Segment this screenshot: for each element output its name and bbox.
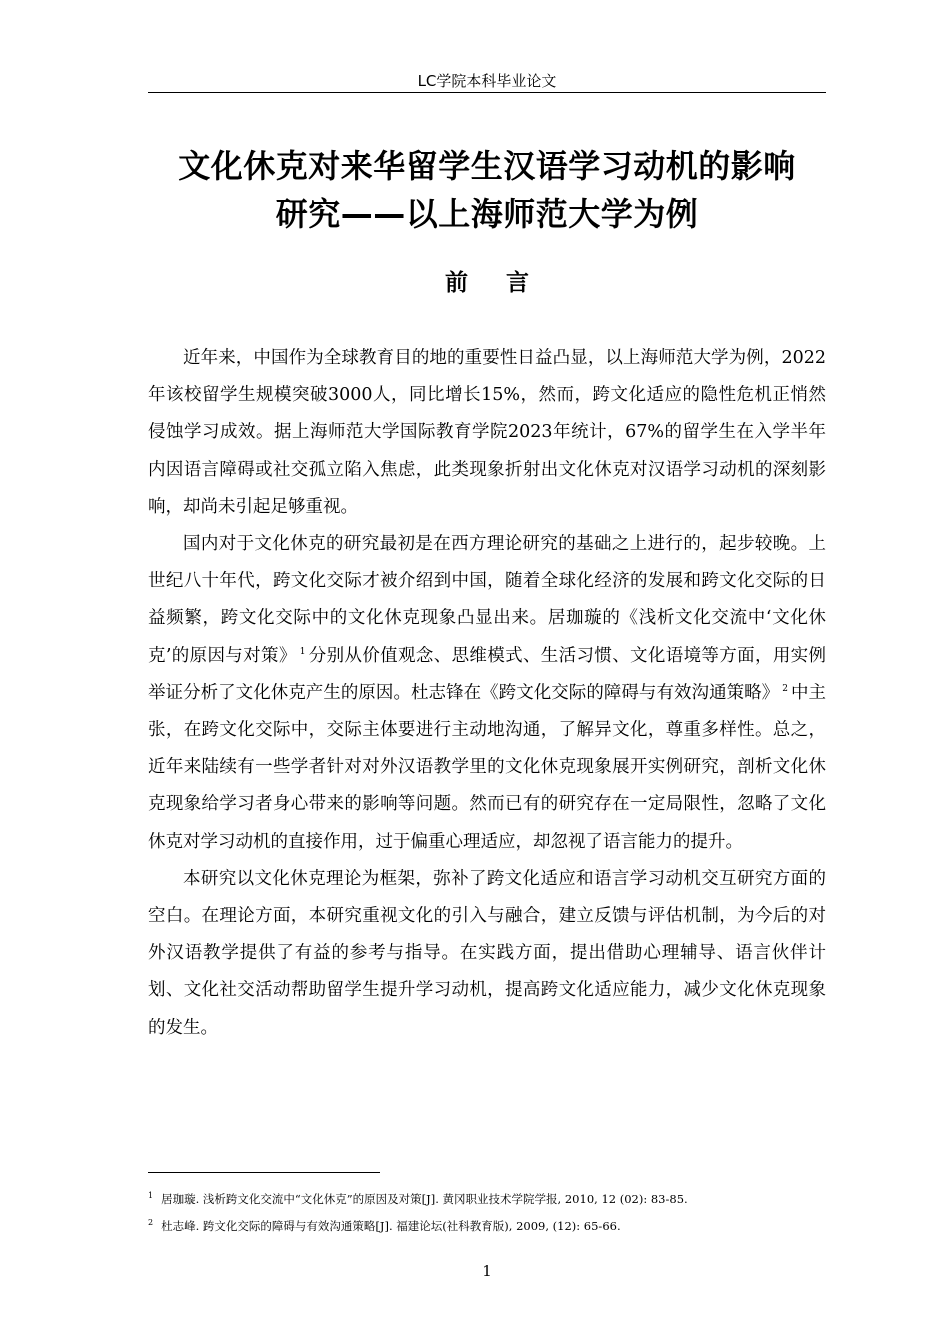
footnote-1-text: 居珈璇. 浅析跨文化交流中“文化休克”的原因及对策[J]. 黄冈职业技术学院学报, 2010, 12 (02): 83-85. (161, 1191, 688, 1206)
footnote-2-text: 杜志峰. 跨文化交际的障碍与有效沟通策略[J]. 福建论坛(社科教育版), 2009, (12): 65-66. (161, 1218, 621, 1233)
paragraph-1: 近年来，中国作为全球教育目的地的重要性日益凸显，以上海师范大学为例，2022年该校留学生规模突破3000人，同比增长15%，然而，跨文化适应的隐性危机正悄然侵蚀学习成效。据上海师范大学国际教育学院2023年统计，67%的留学生在入学半年内因语言障碍或社交孤立陷入焦虑，此类现象折射出文化休克对汉语学习动机的深刻影响，却尚未引起足够重视。 (148, 348, 826, 517)
page-number: 1 (482, 1262, 492, 1280)
paragraph-2-part-3: 中主张，在跨文化交际中，交际主体要进行主动地沟通，了解异文化，尊重多样性。总之，近年来陆续有一些学者针对对外汉语教学里的文化休克现象展开实例研究，剖析文化休克现象给学习者身心带来的影响等问题。然而已有的研究存在一定局限性，忽略了文化休克对学习动机的直接作用，过于偏重心理适应，却忽视了语言能力的提升。 (148, 682, 827, 852)
paragraph-2-part-2: 分别从价值观念、思维模式、生活习惯、文化语境等方面，用实例举证分析了文化休克产生的原因。杜志锋在《跨文化交际的障碍与有效沟通策略》 (148, 645, 827, 703)
preface-char-1: 前 (445, 270, 468, 296)
footnotes (148, 1184, 826, 1238)
preface-body (148, 340, 826, 1047)
footnote-rule (148, 1172, 380, 1173)
footnote-2-mark: 2 (148, 1217, 154, 1227)
title-line-1: 文化休克对来华留学生汉语学习动机的影响 (178, 147, 796, 185)
paragraph-2 (148, 526, 826, 861)
header-rule (148, 92, 826, 93)
paper-title (148, 142, 826, 238)
footnote-ref-2[interactable]: 2 (782, 684, 788, 694)
footnote-1 (148, 1184, 826, 1211)
running-header: LC学院本科毕业论文 (417, 72, 557, 90)
paragraph-3: 本研究以文化休克理论为框架，弥补了跨文化适应和语言学习动机交互研究方面的空白。在理论方面，本研究重视文化的引入与融合，建立反馈与评估机制，为今后的对外汉语教学提供了有益的参考与指导。在实践方面，提出借助心理辅导、语言伙伴计划、文化社交活动帮助留学生提升学习动机，提高跨文化适应能力，减少文化休克现象的发生。 (148, 868, 826, 1038)
title-line-2: 研究——以上海师范大学为例 (275, 195, 699, 233)
footnote-1-mark: 1 (148, 1191, 154, 1200)
paragraph-2-part-1: 国内对于文化休克的研究最初是在西方理论研究的基础之上进行的，起步较晚。上世纪八十年代，跨文化交际才被介绍到中国，随着全球化经济的发展和跨文化交际的日益频繁，跨文化交际中的文化休克现象凸显出来。居珈璇的《浅析文化交流中‘文化休克’的原因与对策》 (148, 534, 826, 666)
preface-char-2: 言 (506, 270, 529, 296)
preface-heading (148, 268, 826, 298)
footnote-ref-1[interactable]: 1 (299, 646, 306, 657)
footnote-2 (148, 1211, 826, 1238)
